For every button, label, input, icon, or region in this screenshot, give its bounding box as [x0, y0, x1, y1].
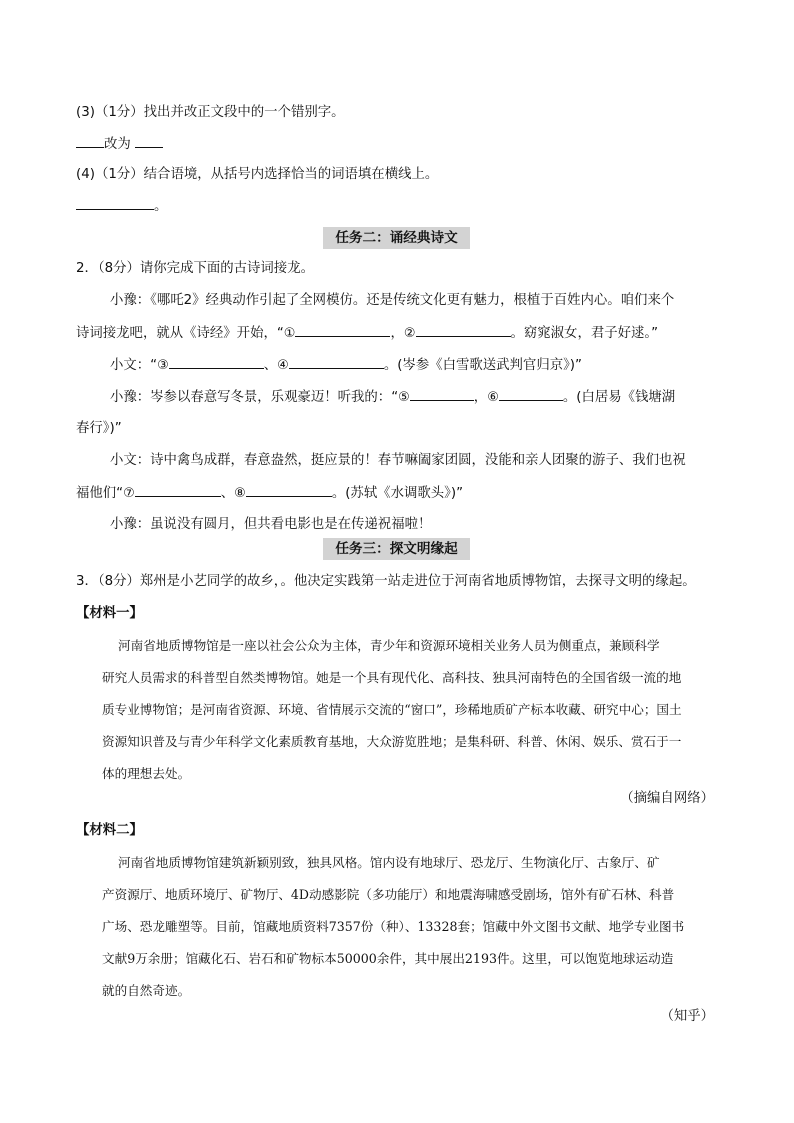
- material1-line: 研究人员需求的科普型自然类博物馆。她是一个具有现代化、高科技、独具河南特色的全国省级一流的地: [102, 670, 682, 685]
- task3-question: 3．（8分）郑州是小艺同学的故乡，。他决定实践第一站走进位于河南省地质博物馆，去探寻文明的缘起。: [76, 574, 696, 589]
- text: ，: [390, 326, 404, 341]
- material2-line: 产资源厅、地质环境厅、矿物厅、4D动感影院（多功能厅）和地震海啸感受剧场，馆外有矿石林、科普: [102, 887, 675, 902]
- material2-line: 河南省地质博物馆建筑新颖别致，独具风格。馆内设有地球厅、恐龙厅、生物演化厅、古象厅、矿: [118, 855, 660, 870]
- task2-p3-line1: [110, 388, 675, 407]
- q1-item3: (3)（1分）找出并改正文段中的一个错别字。: [76, 105, 345, 120]
- material2-line: 文献9万余册；馆藏化石、岩石和矿物标本50000余件，其中展出2193件。这里，可以饱览地球运动造: [102, 951, 674, 966]
- answer-blank[interactable]: [76, 135, 104, 148]
- task2-banner: 任务二：诵经典诗文: [323, 227, 470, 249]
- text: 。(岑参《白雪歌送武判官归京》)”: [383, 358, 582, 373]
- marker-3: ③: [157, 358, 169, 373]
- answer-blank-6[interactable]: [499, 388, 563, 401]
- answer-blank-5[interactable]: [410, 388, 474, 401]
- task3-banner: 任务三：探文明缘起: [323, 538, 470, 560]
- material1-line: 资源知识普及与青少年科学文化素质教育基地，大众游览胜地；是集科研、科普、休闲、娱乐、赏石于一: [102, 734, 682, 749]
- text: 、: [220, 486, 235, 501]
- material1-line: 体的理想去处。: [102, 766, 191, 781]
- material1-heading: 【材料一】: [76, 606, 143, 621]
- task2-question: 2．（8分）请你完成下面的古诗词接龙。: [76, 261, 314, 276]
- material2-heading: 【材料二】: [76, 823, 143, 838]
- material1-line: 质专业博物馆；是河南省资源、环境、省情展示交流的“窗口”，珍稀地质矿产标本收藏、研究中心；国土: [102, 702, 682, 717]
- answer-blank-7[interactable]: [135, 484, 221, 497]
- marker-8: ⑧: [234, 486, 246, 501]
- answer-end: 。: [154, 199, 168, 214]
- q1-item3-answer: [76, 135, 163, 154]
- text: 。窈窕淑女，君子好逑。”: [510, 326, 659, 341]
- material2-line: 就的自然奇迹。: [102, 983, 191, 998]
- marker-1: ①: [283, 326, 296, 341]
- marker-2: ②: [403, 326, 416, 341]
- task2-p2: [110, 356, 582, 375]
- text: 。(苏轼《水调歌头》)”: [331, 486, 464, 501]
- task2-p1-line2: [76, 324, 658, 343]
- text: 小豫：岑参以春意写冬景，乐观豪迈！听我的：“: [110, 390, 399, 405]
- q1-item4-answer: [76, 197, 167, 216]
- marker-7: ⑦: [123, 486, 135, 501]
- task2-p4-line1: 小文：诗中禽鸟成群，春意盎然，挺应景的！春节嘛阖家团圆，没能和亲人团聚的游子、我们也祝: [110, 453, 686, 468]
- task2-p3-line2: 春行》)”: [76, 421, 122, 436]
- marker-5: ⑤: [398, 390, 410, 405]
- material1-line: 河南省地质博物馆是一座以社会公众为主体，青少年和资源环境相关业务人员为侧重点，兼顾科学: [118, 638, 660, 653]
- text: ，: [473, 390, 488, 405]
- answer-connector: 改为: [104, 137, 131, 152]
- marker-6: ⑥: [487, 390, 499, 405]
- q1-item4: (4)（1分）结合语境，从括号内选择恰当的词语填在横线上。: [76, 167, 439, 182]
- answer-blank-2[interactable]: [416, 324, 511, 337]
- material1-source: （摘编自网络）: [620, 791, 714, 806]
- answer-blank-4[interactable]: [289, 356, 384, 369]
- material2-source: （知乎）: [660, 1009, 714, 1024]
- text: 小文：“: [110, 358, 158, 373]
- task2-p1-line1: 小豫：《哪吒2》经典动作引起了全网模仿。还是传统文化更有魅力，根植于百姓内心。咱们来个: [110, 293, 675, 308]
- task2-p5: 小豫：虽说没有圆月，但共看电影也是在传递祝福啦！: [110, 517, 432, 532]
- text: 。(白居易《钱塘湖: [562, 390, 676, 405]
- material2-line: 广场、恐龙雕塑等。目前，馆藏地质资料7357份（种）、13328套；馆藏中外文图书文献、地学专业图书: [102, 919, 685, 934]
- answer-blank-8[interactable]: [246, 484, 332, 497]
- text: 诗词接龙吧，就从《诗经》开始，“: [76, 326, 284, 341]
- text: 、: [263, 358, 278, 373]
- task2-p4-line2: [76, 484, 463, 503]
- answer-blank[interactable]: [76, 197, 154, 210]
- answer-blank-3[interactable]: [169, 356, 264, 369]
- text: 福他们“: [76, 486, 124, 501]
- marker-4: ④: [277, 358, 289, 373]
- answer-blank[interactable]: [135, 135, 163, 148]
- answer-blank-1[interactable]: [295, 324, 390, 337]
